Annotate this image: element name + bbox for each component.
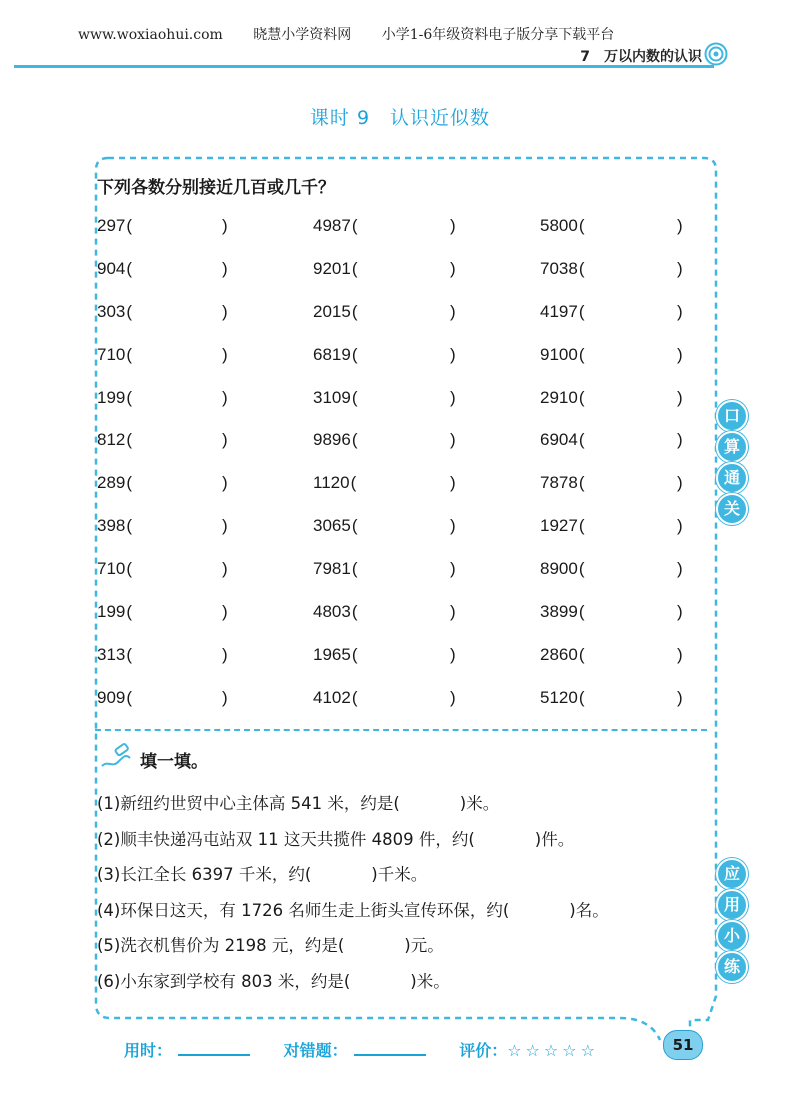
problem-text: (2)顺丰快递冯屯站双 11 这天共揽件 4809 件，约( <box>97 829 475 849</box>
number-value: 4197 <box>540 301 578 321</box>
approx-item[interactable] <box>540 420 690 460</box>
paren-close: ) <box>677 430 683 450</box>
approx-item[interactable] <box>313 335 463 375</box>
paren-open: ( <box>126 644 133 664</box>
approx-item[interactable] <box>97 420 237 460</box>
paren-open: ( <box>351 559 358 579</box>
number-value: 2910 <box>540 387 578 407</box>
approx-item[interactable] <box>313 206 463 246</box>
approx-item[interactable] <box>97 506 237 546</box>
approx-item[interactable] <box>540 292 690 332</box>
header-site-url: www.woxiaohui.com <box>78 27 223 43</box>
side-tab-char: 通 <box>716 462 748 494</box>
paren-open: ( <box>578 602 585 622</box>
paren-close: ) <box>222 516 228 536</box>
pencil-icon <box>98 742 134 772</box>
number-value: 1120 <box>313 473 350 493</box>
number-value: 398 <box>97 516 126 536</box>
approx-item[interactable] <box>313 292 463 332</box>
number-value: 289 <box>97 473 126 493</box>
number-grid <box>97 206 697 721</box>
rating-label: 评价： <box>459 1041 508 1060</box>
paren-close: ) <box>450 473 456 493</box>
grid-row <box>97 292 697 335</box>
fill-problem <box>97 929 717 965</box>
problem-unit: )件。 <box>534 829 575 849</box>
approx-item[interactable] <box>313 463 463 503</box>
footer <box>124 1038 599 1061</box>
paren-open: ( <box>578 687 585 707</box>
paren-open: ( <box>578 301 585 321</box>
paren-close: ) <box>450 344 456 364</box>
paren-open: ( <box>126 301 133 321</box>
page-number: 51 <box>663 1030 703 1060</box>
paren-close: ) <box>450 430 456 450</box>
number-value: 9201 <box>313 258 351 278</box>
paren-open: ( <box>126 216 133 235</box>
number-value: 9896 <box>313 430 351 450</box>
problem-text: (3)长江全长 6397 千米，约( <box>97 865 312 885</box>
approx-item[interactable] <box>313 506 463 546</box>
grid-row <box>97 549 697 592</box>
approx-item[interactable] <box>540 378 690 418</box>
approx-item[interactable] <box>97 549 237 589</box>
paren-close: ) <box>450 258 456 278</box>
approx-item[interactable] <box>540 678 690 718</box>
problem-list <box>97 787 717 1001</box>
rating-stars[interactable]: ☆☆☆☆☆ <box>507 1041 599 1060</box>
paren-open: ( <box>126 258 133 278</box>
paren-open: ( <box>578 559 585 579</box>
paren-open: ( <box>351 687 358 707</box>
paren-open: ( <box>126 559 133 579</box>
approx-item[interactable] <box>540 206 690 246</box>
paren-close: ) <box>222 473 228 493</box>
paren-open: ( <box>351 258 358 278</box>
problem-unit: )名。 <box>569 900 609 920</box>
time-label: 用时： <box>124 1041 173 1060</box>
fill-problem <box>97 823 717 859</box>
paren-open: ( <box>126 344 133 364</box>
paren-close: ) <box>222 559 228 579</box>
paren-open: ( <box>351 602 358 622</box>
number-value: 3899 <box>540 602 578 622</box>
paren-open: ( <box>351 301 358 321</box>
problem-text: (6)小东家到学校有 803 米，约是( <box>97 971 351 991</box>
approx-item[interactable] <box>313 378 463 418</box>
paren-close: ) <box>677 216 683 235</box>
paren-close: ) <box>450 602 456 622</box>
paren-open: ( <box>126 516 133 536</box>
number-value: 1927 <box>540 516 578 536</box>
fill-problem <box>97 894 717 930</box>
number-value: 199 <box>97 387 126 407</box>
paren-close: ) <box>222 216 228 235</box>
number-value: 4987 <box>313 216 351 235</box>
approx-item[interactable] <box>97 292 237 332</box>
grid-row <box>97 335 697 378</box>
grid-row <box>97 420 697 463</box>
number-value: 8900 <box>540 559 578 579</box>
paren-close: ) <box>222 301 228 321</box>
grid-row <box>97 635 697 678</box>
problem-unit: )千米。 <box>371 865 428 885</box>
number-value: 710 <box>97 344 126 364</box>
paren-open: ( <box>578 516 585 536</box>
paren-close: ) <box>222 387 228 407</box>
paren-open: ( <box>351 430 358 450</box>
approx-item[interactable] <box>313 249 463 289</box>
approx-item[interactable] <box>97 592 237 632</box>
paren-close: ) <box>222 687 228 707</box>
paren-open: ( <box>351 387 358 407</box>
paren-close: ) <box>677 258 683 278</box>
section2-heading: 填一填。 <box>140 752 208 772</box>
side-tab-char: 应 <box>716 858 748 890</box>
paren-close: ) <box>677 644 683 664</box>
grid-row <box>97 463 697 506</box>
paren-close: ) <box>677 473 683 493</box>
paren-close: ) <box>450 387 456 407</box>
number-value: 7878 <box>540 473 578 493</box>
paren-open: ( <box>578 258 585 278</box>
approx-item[interactable] <box>540 335 690 375</box>
number-value: 904 <box>97 258 126 278</box>
number-value: 909 <box>97 687 126 707</box>
paren-close: ) <box>450 687 456 707</box>
paren-open: ( <box>351 644 358 664</box>
paren-open: ( <box>578 644 585 664</box>
side-tab-char: 口 <box>716 400 748 432</box>
number-value: 6904 <box>540 430 578 450</box>
paren-close: ) <box>677 301 683 321</box>
problem-text: (1)新纽约世贸中心主体高 541 米，约是( <box>97 794 400 813</box>
number-value: 303 <box>97 301 126 321</box>
approx-item[interactable] <box>540 463 690 503</box>
approx-item[interactable] <box>97 635 237 675</box>
approx-item[interactable] <box>313 592 463 632</box>
paren-open: ( <box>578 216 585 235</box>
paren-open: ( <box>126 430 133 450</box>
number-value: 199 <box>97 602 126 622</box>
paren-open: ( <box>351 344 358 364</box>
number-value: 9100 <box>540 344 578 364</box>
number-value: 297 <box>97 216 126 235</box>
paren-close: ) <box>222 258 228 278</box>
errors-label: 对错题： <box>283 1041 348 1060</box>
paren-close: ) <box>450 559 456 579</box>
approx-item[interactable] <box>97 335 237 375</box>
problem-unit: )米。 <box>459 794 500 813</box>
paren-open: ( <box>126 602 133 622</box>
paren-open: ( <box>351 516 358 536</box>
approx-item[interactable] <box>540 506 690 546</box>
number-value: 710 <box>97 559 126 579</box>
grid-row <box>97 249 697 292</box>
paren-close: ) <box>677 387 683 407</box>
paren-close: ) <box>222 344 228 364</box>
problem-text: (5)洗衣机售价为 2198 元，约是( <box>97 936 345 956</box>
paren-open: ( <box>578 387 585 407</box>
number-value: 4102 <box>313 687 351 707</box>
paren-close: ) <box>677 344 683 364</box>
number-value: 3109 <box>313 387 351 407</box>
approx-item[interactable] <box>313 549 463 589</box>
approx-item[interactable] <box>313 678 463 718</box>
grid-row <box>97 678 697 721</box>
paren-close: ) <box>677 602 683 622</box>
paren-close: ) <box>450 216 456 235</box>
approx-item[interactable] <box>540 549 690 589</box>
side-tab-char: 用 <box>716 889 748 921</box>
number-value: 6819 <box>313 344 351 364</box>
errors-blank[interactable] <box>354 1040 426 1056</box>
paren-close: ) <box>222 602 228 622</box>
approx-item[interactable] <box>313 420 463 460</box>
header-site-name: 晓慧小学资料网 <box>253 27 352 43</box>
approx-item[interactable] <box>540 635 690 675</box>
fill-problem <box>97 787 717 823</box>
paren-open: ( <box>578 473 585 493</box>
number-value: 4803 <box>313 602 351 622</box>
paren-open: ( <box>578 430 585 450</box>
side-tab-char: 小 <box>716 920 748 952</box>
approx-item[interactable] <box>540 592 690 632</box>
approx-item[interactable] <box>97 678 237 718</box>
paren-close: ) <box>450 516 456 536</box>
lesson-title: 课时 9 认识近似数 <box>309 107 491 129</box>
side-tab-char: 算 <box>716 431 748 463</box>
side-tab-char: 练 <box>716 951 748 983</box>
paren-close: ) <box>222 430 228 450</box>
approx-item[interactable] <box>97 206 237 246</box>
grid-row <box>97 206 697 249</box>
problem-unit: )米。 <box>410 971 450 991</box>
approx-item[interactable] <box>97 463 237 503</box>
fill-problem <box>97 858 717 894</box>
number-value: 7038 <box>540 258 578 278</box>
paren-open: ( <box>126 387 133 407</box>
side-tab-char: 关 <box>716 493 748 525</box>
approx-item[interactable] <box>313 635 463 675</box>
number-value: 313 <box>97 644 126 664</box>
paren-open: ( <box>350 473 357 493</box>
time-blank[interactable] <box>178 1040 250 1056</box>
fill-problem <box>97 965 717 1001</box>
paren-open: ( <box>126 473 133 493</box>
paren-close: ) <box>450 644 456 664</box>
number-value: 7981 <box>313 559 351 579</box>
problem-text: (4)环保日这天，有 1726 名师生走上街头宣传环保，约( <box>97 900 510 920</box>
approx-item[interactable] <box>540 249 690 289</box>
grid-row <box>97 506 697 549</box>
number-value: 2860 <box>540 644 578 664</box>
approx-item[interactable] <box>97 249 237 289</box>
paren-close: ) <box>677 687 683 707</box>
problem-unit: )元。 <box>404 936 444 956</box>
number-value: 2015 <box>313 301 351 321</box>
paren-open: ( <box>351 216 358 235</box>
paren-close: ) <box>677 516 683 536</box>
grid-row <box>97 592 697 635</box>
paren-open: ( <box>578 344 585 364</box>
header-slogan: 小学1-6年级资料电子版分享下载平台 <box>381 27 615 43</box>
section1-question: 下列各数分别接近几百或几千？ <box>97 178 335 198</box>
number-value: 5120 <box>540 687 578 707</box>
paren-open: ( <box>126 687 133 707</box>
number-value: 5800 <box>540 216 578 235</box>
chapter-title: 7 万以内数的认识 <box>580 49 702 65</box>
number-value: 3065 <box>313 516 351 536</box>
paren-close: ) <box>677 559 683 579</box>
section-divider <box>95 729 707 731</box>
paren-close: ) <box>222 644 228 664</box>
approx-item[interactable] <box>97 378 237 418</box>
number-value: 1965 <box>313 644 351 664</box>
paren-close: ) <box>450 301 456 321</box>
grid-row <box>97 378 697 421</box>
number-value: 812 <box>97 430 126 450</box>
